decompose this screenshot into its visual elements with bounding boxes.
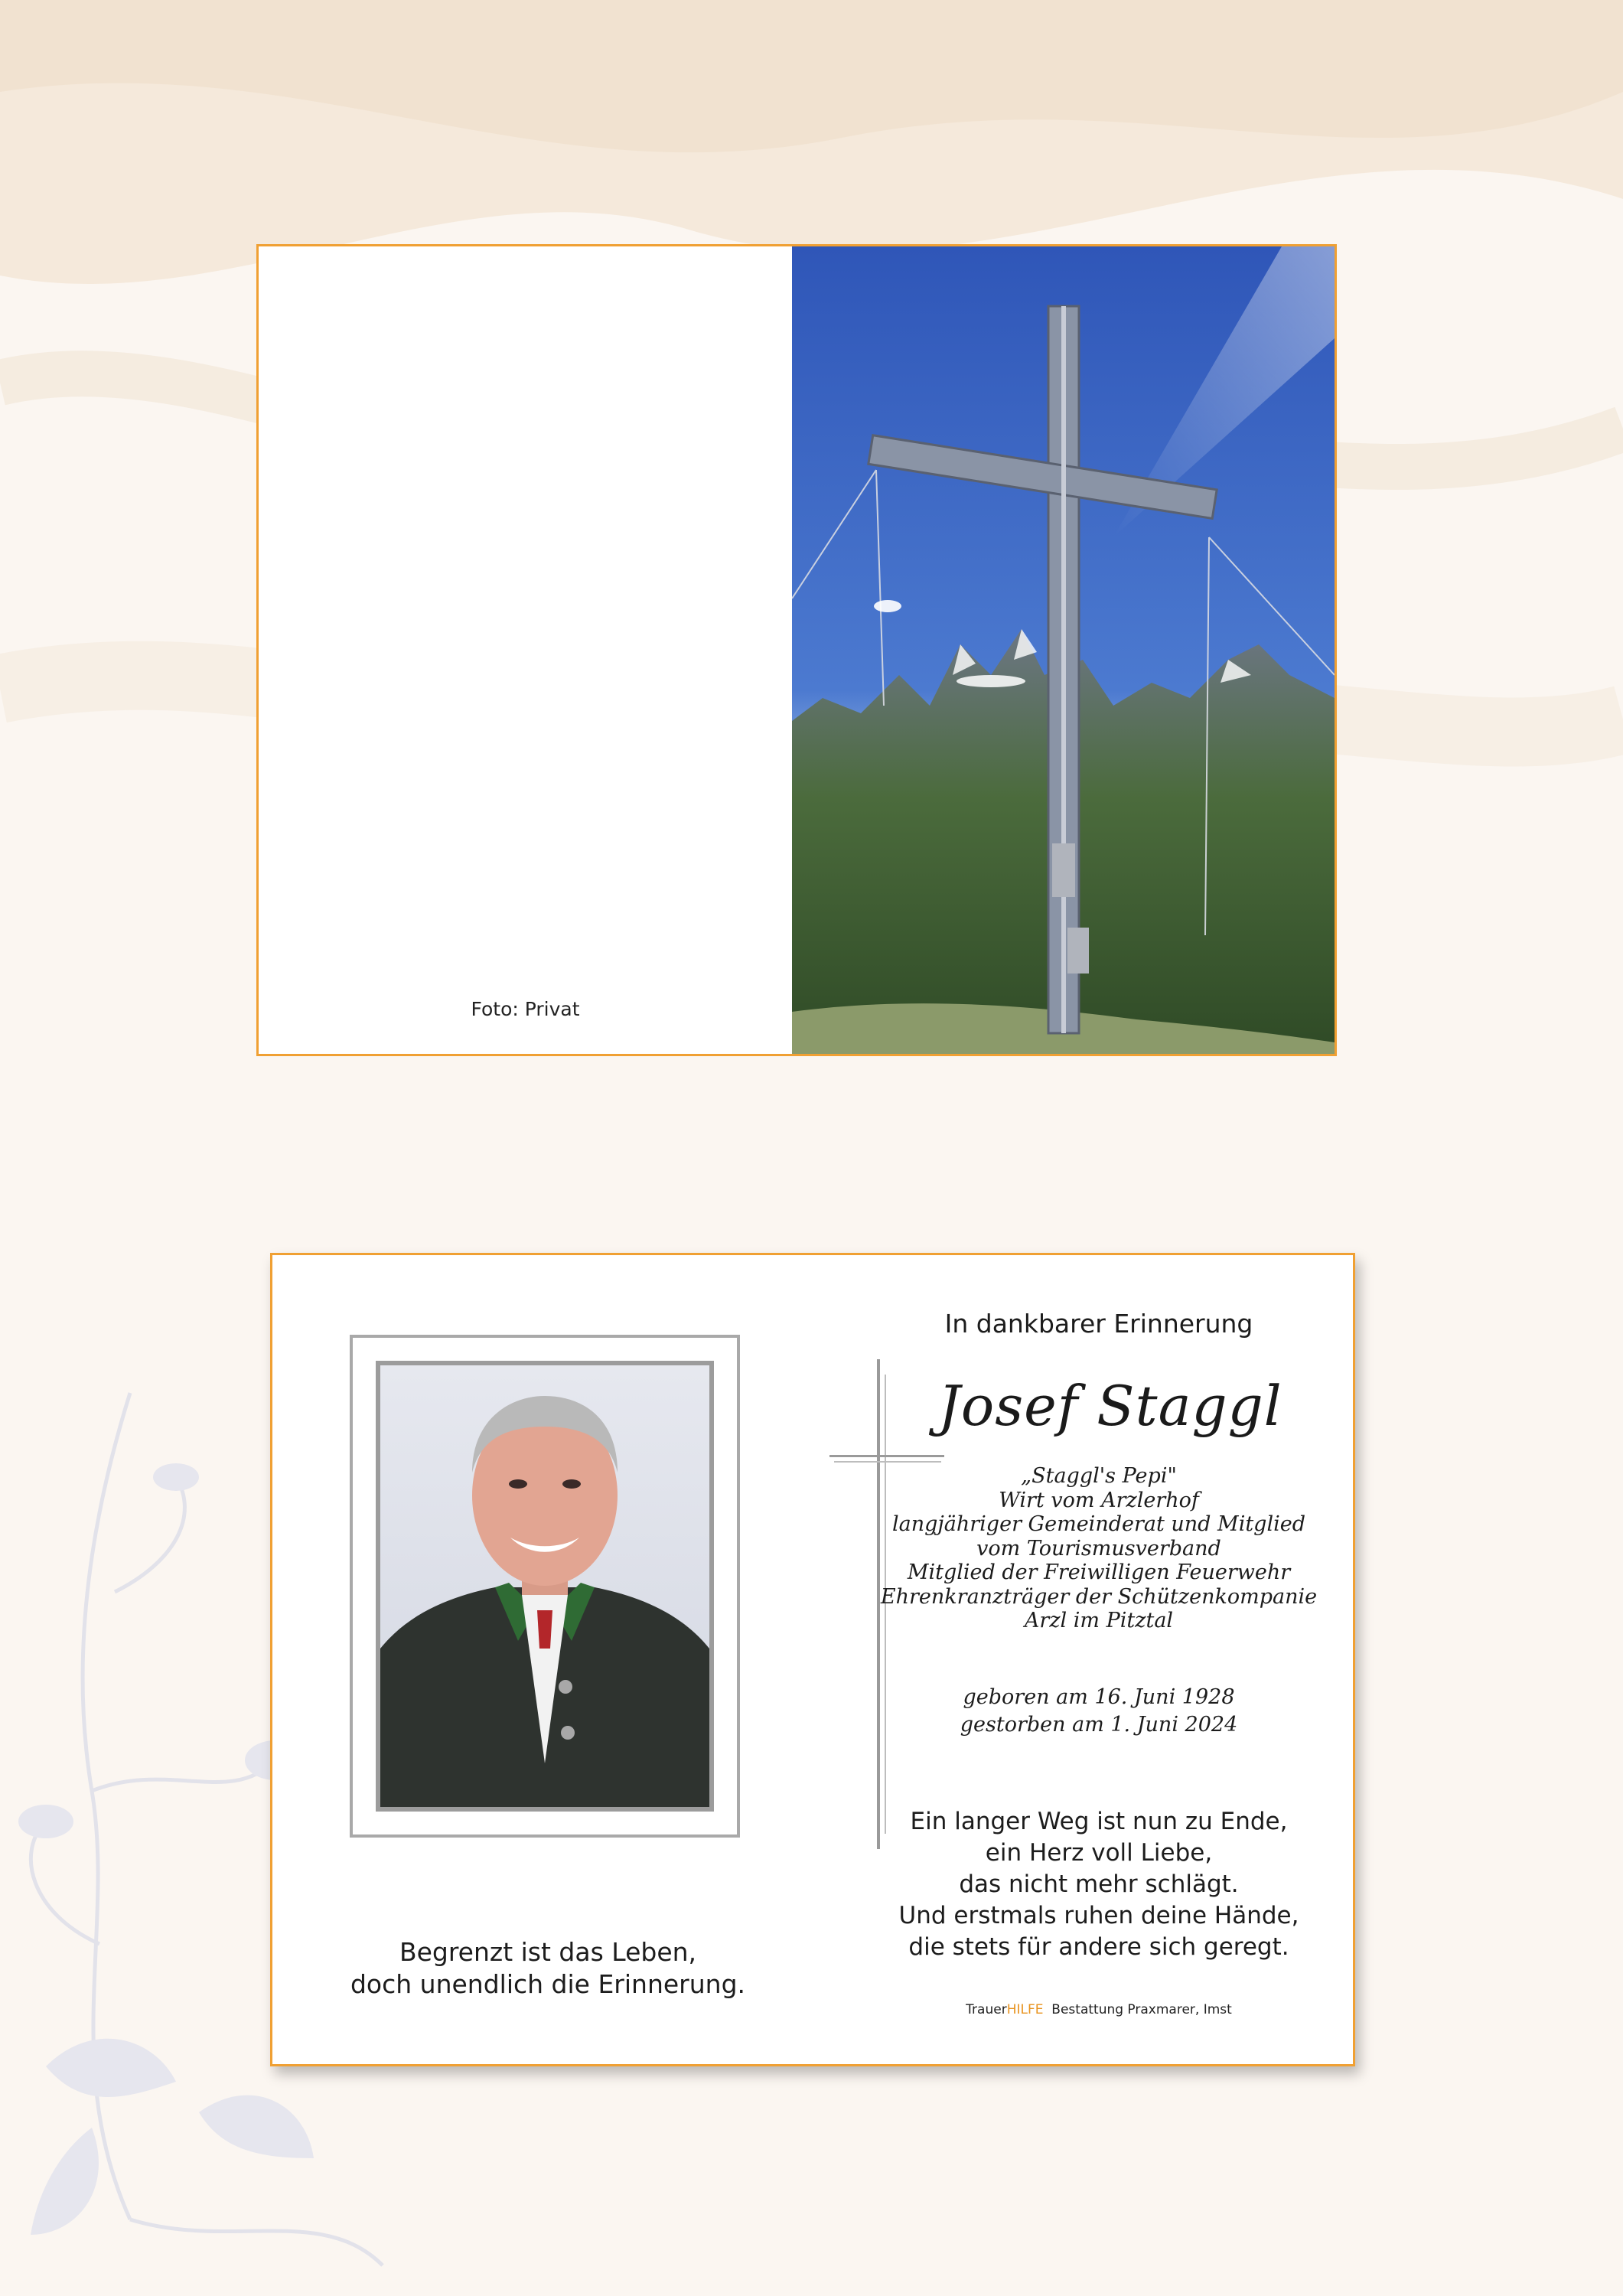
funeral-home-footer — [869, 2002, 1328, 2017]
deceased-name: Josef Staggl — [938, 1374, 1282, 1438]
brand-name-part2: HILFE — [1006, 2002, 1044, 2017]
bio-line: Ehrenkranzträger der Schützenkompanie — [880, 1584, 1318, 1609]
portrait-photo — [376, 1361, 714, 1812]
card-inner — [270, 1253, 1355, 2066]
portrait-image — [380, 1365, 709, 1807]
summit-cross-photo — [792, 246, 1335, 1054]
brand-name-part1: Trauer — [966, 2002, 1007, 2017]
quote-line: Begrenzt ist das Leben, — [399, 1937, 697, 1967]
death-date: gestorben am 1. Juni 2024 — [960, 1713, 1238, 1737]
card-front-back — [256, 244, 1337, 1056]
poem-line: ein Herz voll Liebe, — [985, 1839, 1213, 1867]
memorial-poem — [869, 1806, 1328, 1963]
quote-line: doch unendlich die Erinnerung. — [350, 1969, 746, 1999]
bio-line: vom Tourismusverband — [976, 1536, 1221, 1561]
poem-line: Ein langer Weg ist nun zu Ende, — [910, 1808, 1288, 1835]
bio-line: langjähriger Gemeinderat und Mitglied — [892, 1512, 1305, 1536]
life-dates — [869, 1684, 1328, 1739]
memorial-quote — [318, 1936, 777, 2001]
company-name: Bestattung Praxmarer, Imst — [1051, 2002, 1232, 2017]
birth-date: geboren am 16. Juni 1928 — [963, 1685, 1235, 1709]
bio-line: „Staggl's Pepi" — [1021, 1464, 1177, 1488]
bio-line: Mitglied der Freiwilligen Feuerwehr — [907, 1561, 1291, 1584]
photo-credit: Foto: Privat — [471, 998, 580, 1020]
bio-line: Arzl im Pitztal — [1024, 1609, 1174, 1632]
memorial-heading: In dankbarer Erinnerung — [944, 1309, 1253, 1339]
poem-line: das nicht mehr schlägt. — [959, 1870, 1239, 1898]
poem-line: die stets für andere sich geregt. — [908, 1933, 1289, 1961]
poem-line: Und erstmals ruhen deine Hände, — [898, 1902, 1299, 1929]
card-back-panel — [259, 246, 792, 1054]
biography — [869, 1464, 1328, 1633]
bio-line: Wirt vom Arzlerhof — [999, 1488, 1199, 1512]
portrait-frame — [350, 1335, 740, 1838]
